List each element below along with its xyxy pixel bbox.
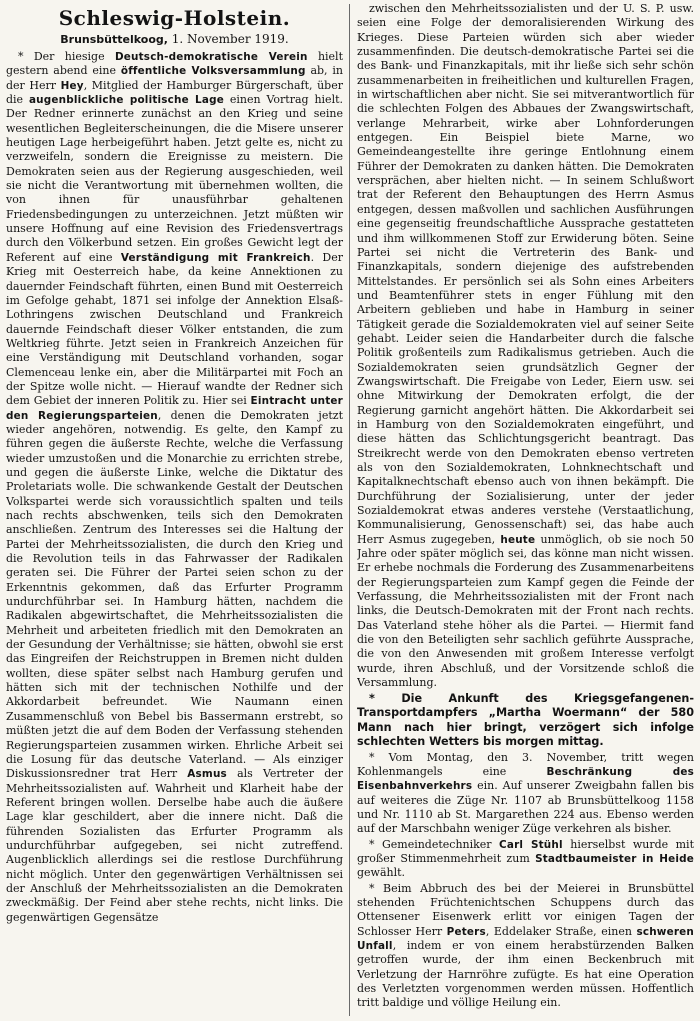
bold-text-run: Hey [60, 79, 84, 92]
article-prisoner-ship: * Die Ankunft des Kriegsgefangenen-Transportdampfers „Martha Woermann“ der 580 Mann nach hier bringt, verzögert sich infolge schlechten Wetters bis morgen mittag. [357, 691, 694, 748]
dateline-date: 1. November 1919. [171, 32, 289, 46]
right-column [357, 2, 694, 1012]
text-run: , denen die Demokraten jetzt wieder angehören, notwendig. Es gelte, den Kampf zu führen gegen die äußerste Rechte, welche die Verfassung wieder umzustoßen und die Monarchie zu errichten strebe, und gegen die äußerste Linke, welche die Diktatur des Proletariats wolle. Die schwankende Gestalt der Deutschen Volkspartei werde sich voraussichtlich spalten und teils nach rechts abschwenken, teils sich den Demokraten anschließen. Zentrum des Interesses sei die Haltung der Partei der Mehrheitssozialisten, die durch den Krieg und die Revolution teils in das Fahrwasser der Radikalen geraten sei. Die Führer der Partei seien schon zu der Erkenntnis gekommen, daß das Erfurter Programm undurchführbar sei. In Hamburg hätten, nachdem die Radikalen abgewirtschaftet, die Mehrheitssozialisten die Mehrheit und arbeiteten friedlich mit den Demokraten an der Gesundung der Verhältnisse; sie hätten, obwohl sie erst das Eingreifen der Reichstruppen in Bremen nicht dulden wollten, diese später selbst nach Hamburg gerufen und hätten sich mit der technischen Nothilfe und der Akkordarbeit befreundet. Wie Naumann einen Zusammenschluß von Bebel bis Bassermann erstrebt, so müßten jetzt die auf dem Boden der Verfassung stehenden Regierungsparteien zusammen wirken. Ehrliche Arbeit sei die Losung für das deutsche Vaterland. — Als einziger Diskussionsredner trat Herr [6, 408, 343, 781]
bold-text-run: Stadtbaumeister in Heide [535, 852, 694, 865]
text-run: gewählt. [357, 866, 406, 880]
article-rail-restriction [357, 751, 694, 837]
bold-text-run: heute [500, 533, 536, 546]
article-democratic-meeting [6, 50, 343, 925]
text-run: , Mitglied der Hamburger Bürgerschaft, über die [6, 78, 343, 107]
text-run: hielt gestern abend eine [6, 50, 343, 78]
bold-text-run: schweren Unfall [357, 925, 694, 952]
text-run: , indem er von einem herabstürzenden Balken getroffen wurde, der ihm einen Beckenbruch mit Verletzung der Harnröhre zufügte. Es hat eine Operation des Verletzten vorgenommen werden müssen. Hoffentlich tritt baldige und völlige Heilung ein. [357, 938, 694, 1010]
text-run: * Der hiesige [18, 50, 115, 63]
dateline-place: Brunsbüttelkoog, [60, 33, 168, 46]
bold-text-run: Carl Stühl [499, 838, 563, 851]
text-run: als Vertreter der Mehrheitssozialisten auf. Wahrheit und Klarheit habe der Referent bringen wollen. Derselbe habe auch die äußere Lage klar geschildert, aber die innere nicht. Daß die führenden Sozialisten das Erfurter Programm als undurchführbar aufgegeben, sei nicht zutreffend. Augenblicklich allerdings sei die restlose Durchführung nicht möglich. Unter den gegenwärtigen Verhältnissen sei der Anschluß der Mehrheitssozialisten an die Demokraten zweckmäßig. Der Feind aber stehe rechts, nicht links. Die gegenwärtigen Gegensätze [6, 767, 343, 924]
text-run: * Gemeindetechniker [369, 837, 500, 851]
text-run: * Beim Abbruch des bei der Meierei in Brunsbüttel stehenden Früchtenichtschen Schuppens durch das Ottensener Eisenwerk erlitt vor einigen Tagen der Schlosser Herr [357, 881, 694, 938]
bold-text-run: öffentliche Volksversammlung [120, 65, 306, 78]
text-run: hierselbst wurde mit großer Stimmenmehrheit zum [357, 837, 694, 865]
text-run: , Eddelaker Straße, einen [485, 924, 637, 938]
text-run: ab, in der Herr [6, 64, 343, 92]
article-democratic-meeting-continued [357, 2, 694, 691]
bold-text-run: Eintracht unter den Regierungsparteien [6, 395, 343, 422]
bold-text-run: augenblickliche politische Lage [28, 94, 224, 107]
text-run: * Vom Montag, den 3. November, tritt wegen Kohlenmangels eine [357, 750, 694, 778]
text-run: ein. Auf unserer Zweigbahn fallen bis auf weiteres die Züge Nr. 1107 ab Brunsbüttelkoog 1158 und Nr. 1110 ab St. Margarethen 224 aus. Ebenso werden auf der Marschbahn weniger Züge verkehren als bisher. [357, 779, 694, 836]
bold-text-run: Beschränkung des Eisenbahnverkehrs [357, 765, 694, 793]
text-run: einen Vortrag hielt. Der Redner erinnerte zunächst an den Krieg und seine wesentlichen Begleiterscheinungen, die die Misere unserer heutigen Lage herbeigeführt haben. Jetzt gelte es, nicht zu verzweifeln, sondern die Ereignisse zu meistern. Die Demokraten seien aus der Regierung ausgeschieden, weil sie nicht die Verantwortung mit übernehmen wollten, die von ihnen für unausführbar gehaltenen Friedensbedingungen zu unterzeichnen. Jetzt müßten wir unsere Hoffnung auf eine Revision des Friedensvertrags durch den Völkerbund setzen. Ein großes Gewicht legt der Referent auf eine [6, 93, 343, 264]
left-column [6, 6, 343, 926]
text-run: zwischen den Mehrheitssozialisten und der U. S. P. usw. seien eine Folge der demoralisierenden Wirkung des Krieges. Diese Parteien würden sich aber wieder zusammenfinden. Die deutsch-demokratische Partei sei die des Bank- und Finanzkapitals, mit ihr ließe sich sehr schön zusammenarbeiten in freiheitlichen und kulturellen Fragen, in wirtschaftlichen aber nicht. Sie sei mitverantwortlich für die schlechten Folgen des Abbaues der Zwangswirtschaft, verlange Mehrarbeit, wirke aber Lohnforderungen entgegen. Ein Beispiel biete Marne, wo Gemeindeangestellte ihre geringe Entlohnung einem Führer der Demokraten zu danken hätten. Die Demokraten versprächen, aber hielten nicht. — In seinem Schlußwort trat der Referent den Behauptungen des Herrn Asmus entgegen, dessen maßvollen und sachlichen Ausführungen eine gegenseitig freundschaftliche Aussprache gestatteten und ihm willkommenen Stoff zur Erwiderung böten. Seine Partei sei nicht die Vertreterin des Bank- und Finanzkapitals, sondern diejenige des aufstrebenden Mittelstandes. Er persönlich sei als Sohn eines Arbeiters und Beamtenführer stets in enger Fühlung mit den Arbeitern geblieben und habe in Hamburg in seiner Tätigkeit gerade die Sozialdemokraten viel auf seiner Seite gehabt. Leider seien die Handarbeiter durch die falsche Politik großenteils zum Radikalismus getrieben. Auch die Sozialdemokraten seien grundsätzlich Gegner der Zwangswirtschaft. Die Freigabe von Leder, Eiern usw. sei ohne Mitwirkung der Demokraten erfolgt, die der Regierung garnicht angehört hätten. Die Akkordarbeit sei in Hamburg von den Sozialdemokraten eingeführt, und diese hätten das Schlichtungsgericht beantragt. Das Streikrecht werde von den Demokraten ebenso vertreten als von den Sozialdemokraten, Lohnknechtschaft und Kapitalknechtschaft ebenso auch von ihnen bekämpft. Die Durchführung der Sozialisierung, unter der jeder Sozialdemokrat etwas anderes verstehe (Verstaatlichung, Kommunalisierung, Genossenschaft) sei, das habe auch Herr Asmus zugegeben, [357, 2, 694, 546]
column-divider [349, 4, 350, 1016]
text-run: . Der Krieg mit Oesterreich habe, da keine Annektionen zu dauernder Feindschaft führten, einen Bund mit Oesterreich im Gefolge gehabt, 1871 sei infolge der Annektion Elsaß-Lothringens zwischen Deutschland und Frankreich dauernde Feindschaft dieser Völker entstanden, die zum Weltkrieg führte. Jetzt seien in Frankreich Anzeichen für eine Verständigung mit Deutschland vorhanden, sogar Clemenceau lenke ein, aber die Militärpartei mit Foch an der Spitze wolle nicht. — Hierauf wandte der Redner sich dem Gebiet der inneren Politik zu. Hier sei [6, 250, 343, 408]
bold-text-run: Deutsch-demokratische Verein [114, 51, 308, 63]
bold-text-run: Peters [446, 925, 486, 938]
bold-text-run: Verständigung mit Frankreich [120, 251, 311, 264]
dateline [6, 32, 343, 47]
bold-text-run: Asmus [187, 768, 227, 781]
article-accident [357, 882, 694, 1011]
section-title: Schleswig-Holstein. [58, 6, 291, 30]
article-town-architect [357, 838, 694, 881]
text-run: unmöglich, ob sie noch 50 Jahre oder später möglich sei, das könne man nicht wissen. Er erhebe nochmals die Forderung des Zusammenarbeitens der Regierungsparteien zum Kampf gegen die Feinde der Verfassung, die Mehrheitssozialisten mit der Front nach links, die Deutsch-Demokraten mit der Front nach rechts. Das Vaterland stehe höher als die Partei. — Hiermit fand die von den Beteiligten sehr sachlich geführte Aussprache, die von den Anwesenden mit großem Interesse verfolgt wurde, ihren Abschluß, und der Vorsitzende schloß die Versammlung. [357, 532, 694, 690]
